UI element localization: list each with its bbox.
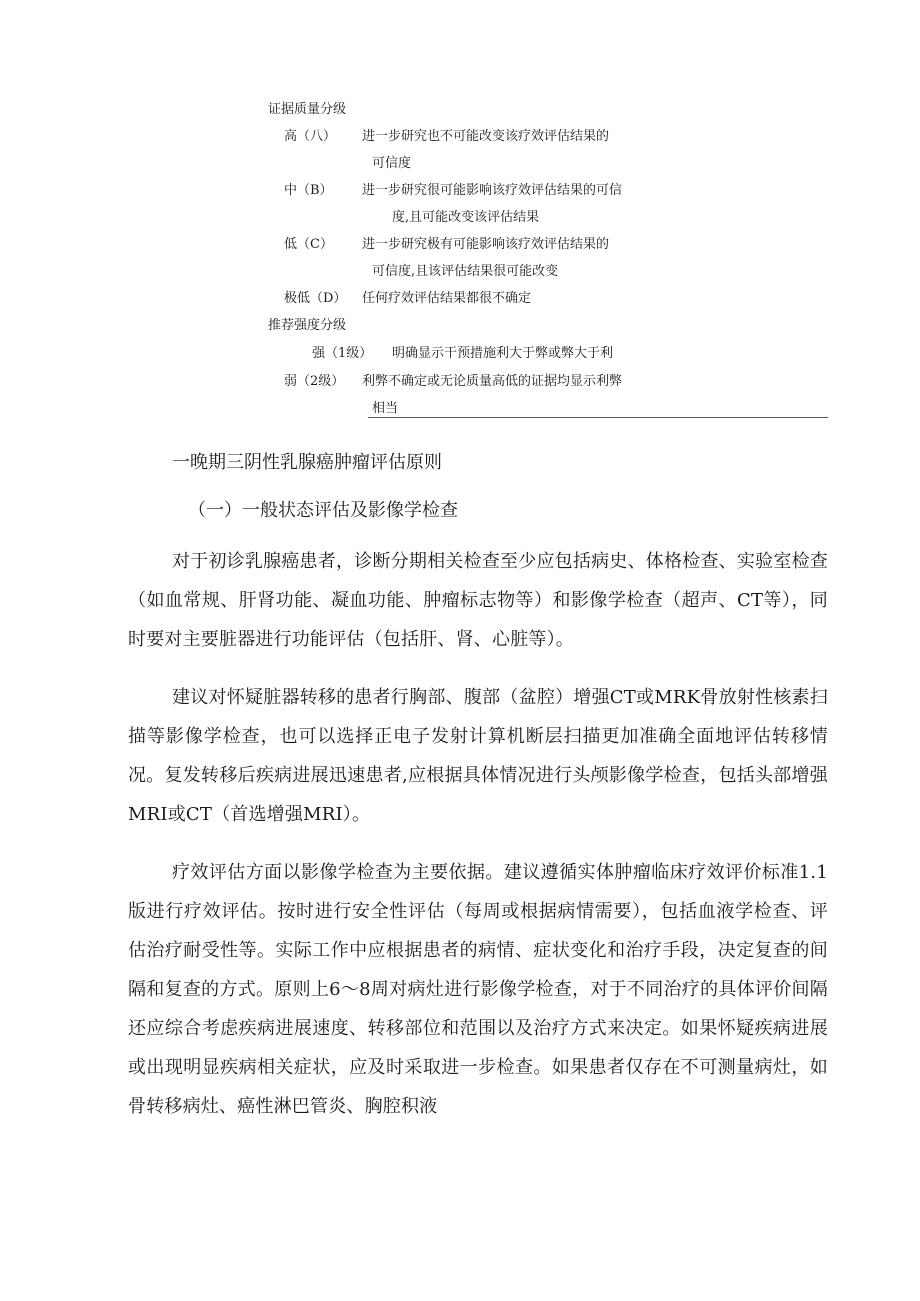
rec-weak-desc-cont: 相当 xyxy=(372,401,399,416)
paragraph-initial-diagnosis: 对于初诊乳腺癌患者，诊断分期相关检查至少应包括病史、体格检查、实验室检查（如血常规、肝肾功能、凝血功能、肿瘤标志物等）和影像学检查（超声、CT等），同时要对主要脏器进行功能评估（包括肝、肾、心脏等）。 xyxy=(128,551,828,650)
rec-strong-desc: 明确显示干预措施利大于弊或弊大于利 xyxy=(392,346,614,361)
grade-moderate-desc: 进一步研究很可能影响该疗效评估结果的可信 xyxy=(362,183,623,198)
rec-weak-desc: 利弊不确定或无论质量高低的证据均显示利弊 xyxy=(362,374,623,389)
evidence-quality-title: 证据质量分级 xyxy=(268,102,347,117)
grade-high-desc: 进一步研究也不可能改变该疗效评估结果的 xyxy=(362,129,610,144)
recommendation-strength-title: 推荐强度分级 xyxy=(268,318,347,333)
rec-weak: 弱（2级） xyxy=(284,374,345,389)
subsection-title: （一）一般状态评估及影像学检查 xyxy=(188,500,458,521)
grade-low-desc: 进一步研究极有可能影响该疗效评估结果的 xyxy=(362,237,610,252)
grade-low-desc-cont: 可信度,且该评估结果很可能改变 xyxy=(372,264,559,279)
table-bottom-rule xyxy=(368,417,828,418)
section-title: 一晚期三阴性乳腺癌肿瘤评估原则 xyxy=(172,452,442,473)
grade-low: 低（C） xyxy=(284,237,333,252)
rec-strong: 强（1级） xyxy=(312,346,373,361)
grade-moderate-desc-cont: 度,且可能改变该评估结果 xyxy=(392,210,540,225)
grade-high: 高（八） xyxy=(284,129,337,144)
grade-very-low-desc: 任何疗效评估结果都很不确定 xyxy=(362,291,532,306)
grade-moderate: 中（B） xyxy=(284,183,333,198)
grade-very-low: 极低（D） xyxy=(284,291,347,306)
paragraph-efficacy-evaluation: 疗效评估方面以影像学检查为主要依据。建议遵循实体肿瘤临床疗效评价标准1.1版进行疗效评估。按时进行安全性评估（每周或根据病情需要），包括血液学检查、评估治疗耐受性等。实际工作中应根据患者的病情、症状变化和治疗手段，决定复查的间隔和复查的方式。原则上6～8周对病灶进行影像学检查，对于不同治疗的具体评价间隔还应综合考虑疾病进展速度、转移部位和范围以及治疗方式来决定。如果怀疑疾病进展或出现明显疾病相关症状，应及时采取进一步检查。如果患者仅存在不可测量病灶，如骨转移病灶、癌性淋巴管炎、胸腔积液 xyxy=(128,862,828,1117)
grade-high-desc-cont: 可信度 xyxy=(372,156,412,171)
paragraph-metastasis-imaging: 建议对怀疑脏器转移的患者行胸部、腹部（盆腔）增强CT或MRK骨放射性核素扫描等影像学检查，也可以选择正电子发射计算机断层扫描更加准确全面地评估转移情况。复发转移后疾病进展迅速患者,应根据具体情况进行头颅影像学检查，包括头部增强MRI或CT（首选增强MRI）。 xyxy=(128,687,828,825)
